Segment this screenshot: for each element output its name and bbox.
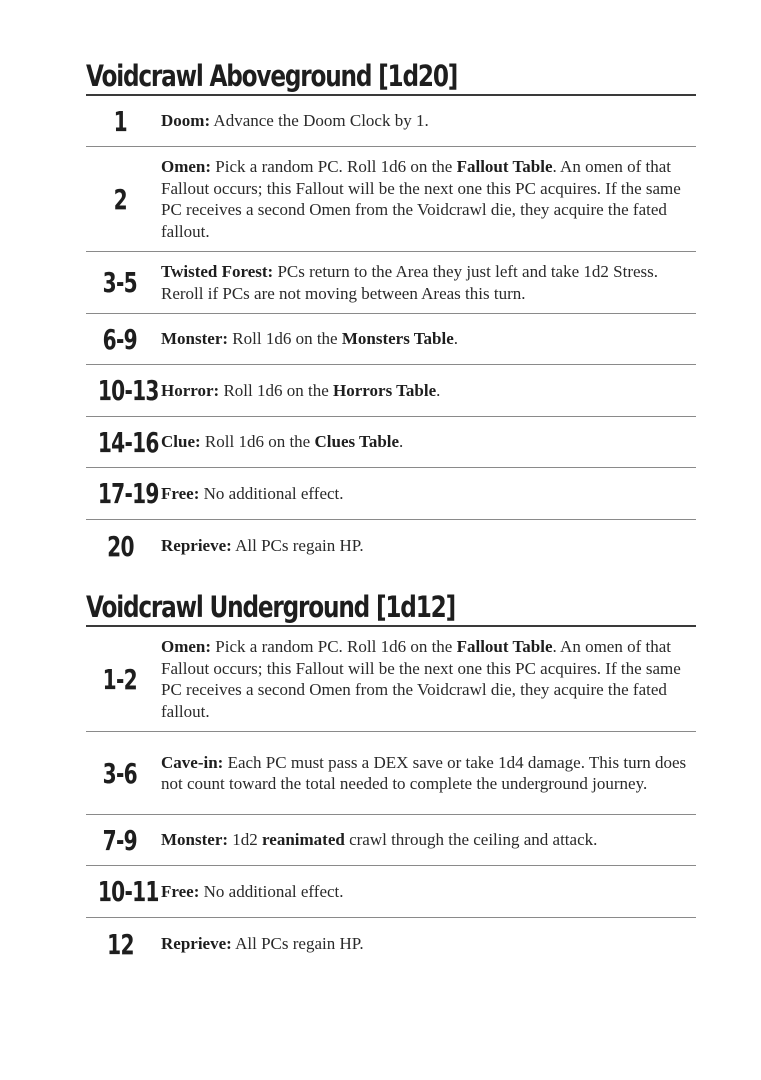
result-description: Pick a random PC. Roll 1d6 on the <box>211 637 457 656</box>
aboveground-section <box>86 58 696 572</box>
table-row <box>86 468 696 520</box>
result-description: PCs return to the Area they just left and take 1d2 Stress. Reroll if PCs are not moving between Areas this turn. <box>161 262 659 303</box>
bold-term: Horror: <box>161 380 220 400</box>
table-row <box>86 918 696 970</box>
roll-range-label: 10-13 <box>97 374 159 407</box>
bold-term: Monster: <box>161 329 229 349</box>
bold-term: reanimated <box>262 830 345 850</box>
bold-term: Reprieve: <box>161 934 232 954</box>
result-description: Roll 1d6 on the <box>200 432 315 452</box>
table-row <box>86 627 696 732</box>
result-text <box>154 881 696 903</box>
result-description: 1d2 <box>228 830 263 850</box>
bold-term: Clue: <box>161 432 201 452</box>
result-text <box>154 535 696 557</box>
table-row <box>86 147 696 252</box>
result-text <box>154 829 696 851</box>
bold-term: Omen: <box>161 637 212 656</box>
roll-range <box>86 875 159 908</box>
table-row <box>86 732 696 815</box>
bold-term: Omen: <box>161 157 212 176</box>
result-description: Roll 1d6 on the <box>219 380 334 400</box>
section-title: Voidcrawl Aboveground [1d20] <box>86 59 458 93</box>
bold-term: Horrors Table <box>333 380 437 400</box>
result-description: No additional effect. <box>199 483 344 503</box>
result-description: crawl through the ceiling and attack. <box>344 830 598 850</box>
roll-range-label: 2 <box>113 182 127 216</box>
result-description: . <box>453 329 459 349</box>
roll-range <box>86 374 159 407</box>
bold-term: Free: <box>161 881 200 901</box>
roll-range <box>86 105 154 138</box>
roll-range <box>86 663 154 696</box>
table-row <box>86 866 696 918</box>
table-row <box>86 96 696 147</box>
result-text <box>154 261 696 304</box>
table-row <box>86 815 696 866</box>
result-text <box>154 636 696 722</box>
roll-range-label: 7-9 <box>102 823 138 857</box>
bold-term: Free: <box>161 483 200 503</box>
bold-term: Monsters Table <box>341 329 454 349</box>
result-description: Roll 1d6 on the <box>228 329 342 349</box>
underground-table <box>86 627 696 970</box>
result-text <box>154 156 696 242</box>
roll-range-label: 3-5 <box>102 266 138 299</box>
roll-range <box>86 757 154 790</box>
roll-range-label: 3-6 <box>102 756 138 790</box>
table-row <box>86 314 696 365</box>
result-text <box>154 752 696 795</box>
result-description: . An omen of that Fallout occurs; this Fallout will be the next one this PC acquires. If the same PC receives a second Omen from the Voidcrawl die, they acquire the fated fallout. <box>161 637 681 721</box>
bold-term: Twisted Forest: <box>161 262 274 281</box>
result-description: Advance the Doom Clock by 1. <box>210 111 429 131</box>
underground-section <box>86 589 696 970</box>
roll-range <box>86 266 154 299</box>
bold-term: Monster: <box>161 830 229 850</box>
aboveground-table <box>86 96 696 572</box>
bold-term: Clues Table <box>314 432 400 452</box>
result-description: . <box>399 432 404 452</box>
table-row <box>86 520 696 572</box>
roll-range-label: 12 <box>106 927 134 961</box>
result-description: All PCs regain HP. <box>231 934 364 954</box>
roll-range <box>86 928 154 961</box>
result-text <box>154 328 696 350</box>
bold-term: Fallout Table <box>456 157 553 176</box>
result-text <box>154 110 696 132</box>
bold-term: Fallout Table <box>456 637 553 656</box>
result-description: Each PC must pass a DEX save or take 1d4 damage. This turn does not count toward the total needed to complete the underground journey. <box>161 752 687 793</box>
roll-range <box>86 530 154 563</box>
roll-range-label: 17-19 <box>97 477 159 510</box>
result-description: No additional effect. <box>199 881 344 901</box>
roll-range-label: 20 <box>106 529 134 563</box>
result-description: . <box>436 380 441 400</box>
result-text <box>154 431 696 453</box>
result-description: . An omen of that Fallout occurs; this Fallout will be the next one this PC acquires. If the same PC receives a second Omen from the Voidcrawl die, they acquire the fated fallout. <box>161 157 681 241</box>
roll-range <box>86 183 154 216</box>
bold-term: Doom: <box>161 111 211 131</box>
roll-range-label: 1-2 <box>102 662 138 696</box>
table-row <box>86 365 696 417</box>
table-row <box>86 252 696 314</box>
roll-range-label: 14-16 <box>97 425 159 459</box>
result-description: All PCs regain HP. <box>231 536 364 556</box>
result-text <box>154 483 696 505</box>
roll-range-label: 6-9 <box>102 322 138 356</box>
roll-range-label: 10-11 <box>97 875 159 908</box>
roll-range <box>86 477 159 510</box>
table-row <box>86 417 696 468</box>
roll-range-label: 1 <box>113 104 127 138</box>
bold-term: Reprieve: <box>161 536 232 556</box>
section-title: Voidcrawl Underground [1d12] <box>86 590 455 624</box>
result-text <box>154 380 696 402</box>
roll-range <box>86 824 154 857</box>
bold-term: Cave-in: <box>161 752 224 772</box>
roll-range <box>86 323 154 356</box>
result-description: Pick a random PC. Roll 1d6 on the <box>211 157 457 176</box>
result-text <box>154 933 696 955</box>
roll-range <box>86 425 159 459</box>
